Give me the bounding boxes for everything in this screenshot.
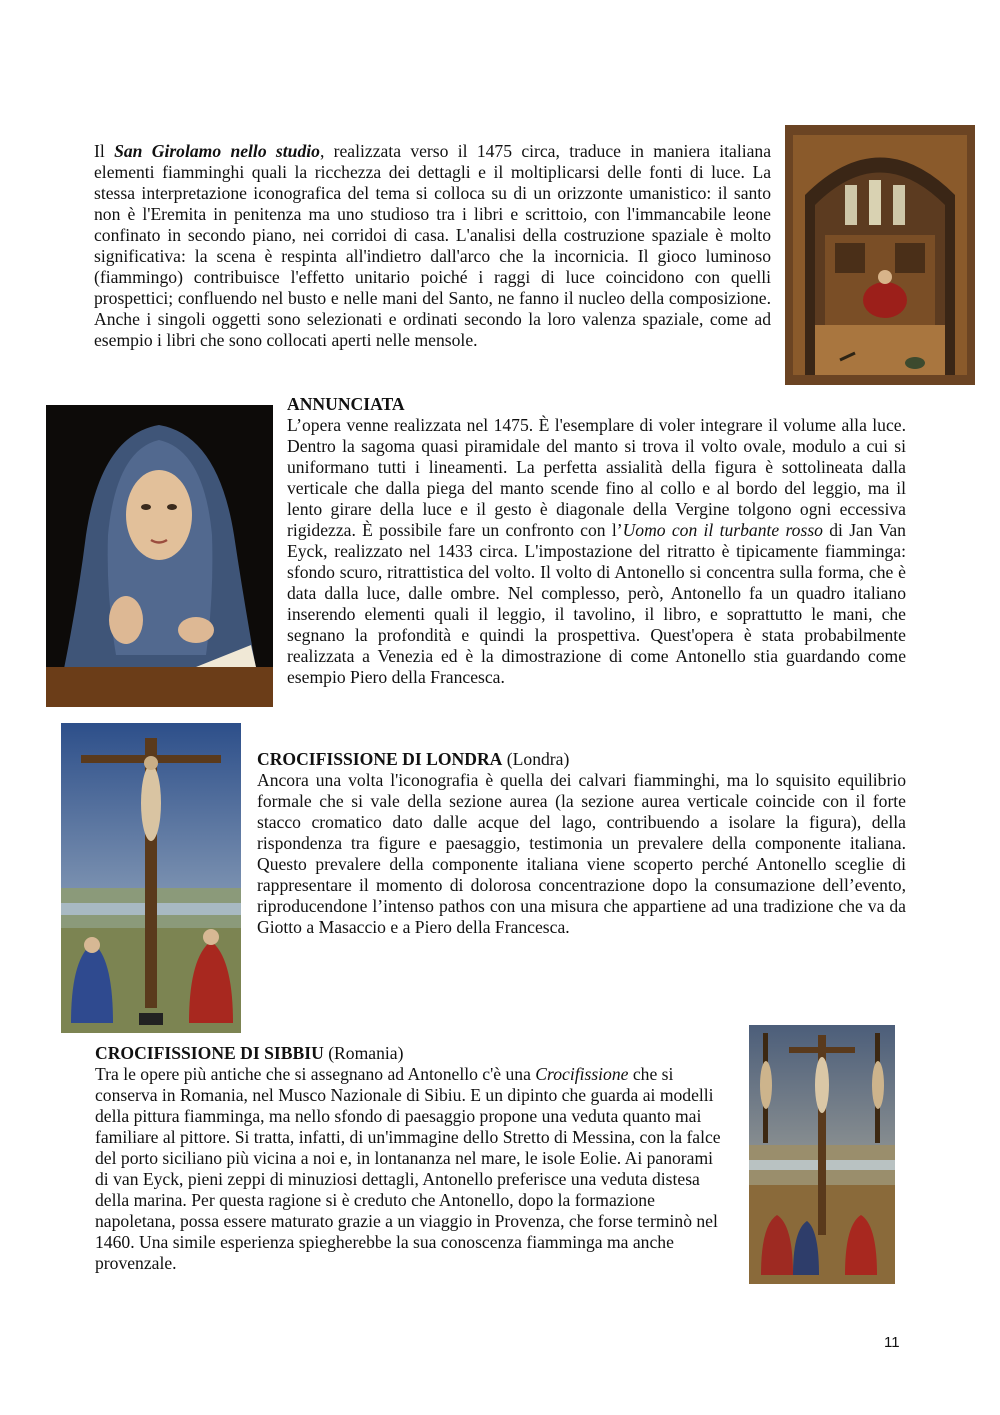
girolamo-paragraph (94, 141, 771, 351)
girolamo-body: , realizzata verso il 1475 circa, traduce in maniera italiana elementi fiamminghi quali la ricchezza dei dettagli e il moltiplicarsi delle fonti di luce. La stessa interpretazione iconografica del tema si colloca su di un orizzonte umanistico: il santo non è l'Eremita in penitenza ma uno studioso tra i libri e scrittoio, con l'immancabile leone confinato in secondo piano, nei corridoi di casa. L'analisi della costruzione spaziale è molto significativa: la scena è respinta all'indietro dall'arco che la incornicia. Il gioco luminoso (fiammingo) contribuisce l'effetto unitario poiché i raggi di luce coincidono con quelli prospettici; confluendo nel busto e nelle mani del Santo, ne fanno il nucleo della composizione. Anche i singoli oggetti sono selezionati e ordinati secondo la loro valenza spaziale, come ad esempio i libri che sono collocati aperti nelle mensole. (94, 141, 772, 350)
londra-subheading: (Londra) (502, 749, 570, 769)
annunciata-body-1: L’opera venne realizzata nel 1475. È l'esemplare di voler integrare il volume alla luce. Dentro la sagoma quasi piramidale del manto si trova il volto ovale, modulo a cui si uniformano tutti i lineamenti. La perfetta assialità della figura è sottolineata dalla verticale che dalla piega del manto scende fino al collo e al bordo del leggio, ma il lento girare della luce e il gesto è diagonale della Vergine tolgono ogni eccessiva rigidezza. È possibile fare un confronto con l’ (287, 415, 906, 540)
girolamo-title: San Girolamo nello studio (114, 141, 320, 161)
sibiu-subheading: (Romania) (323, 1043, 404, 1063)
crocifissione-sibiu-painting (749, 1025, 895, 1284)
annunciata-section (287, 394, 906, 688)
sibiu-section (95, 1043, 731, 1274)
londra-body: Ancora una volta l'iconografia è quella dei calvari fiamminghi, ma lo squisito equilibrio formale che si vale della sezione aurea (la sezione aurea verticale coincide con il forte stacco cromatico dato dalle acque del lago, contribuendo a isolare la figura), della rispondenza tra figure e paesaggio, testimonia un prevalere della componente italiana. Questo prevalere della componente italiana viene scoperto perché Antonello sceglie di rappresentare il momento di dolorosa concentrazione dopo la consumazione dell’evento, riproducendone l’intenso pathos con una misura che appartiene ad una tradizione che va da Giotto a Masaccio e a Piero della Francesca. (257, 770, 906, 937)
annunciata-italic-title: Uomo con il turbante rosso (622, 520, 823, 540)
page-number: 11 (884, 1334, 900, 1351)
londra-section (257, 749, 906, 938)
annunciata-heading: ANNUNCIATA (287, 394, 405, 414)
londra-heading: CROCIFISSIONE DI LONDRA (257, 749, 503, 769)
annunciata-body-2: di Jan Van Eyck, realizzato nel 1433 circa. L'impostazione del ritratto è tipicamente fiamminga: sfondo scuro, ritrattistica del volto. Il volto di Antonello si concentra sulla forma, che è data dalla luce, dalle ombre. Nel complesso, però, Antonello fa un quadro italiano inserendo elementi quali il leggio, il tavolino, il libro, e soprattutto le mani, che segnano la profondità e quindi la prospettiva. Quest'opera è stata probabilmente realizzata a Venezia ed è la dimostrazione di come Antonello stia guardando come esempio Piero della Francesca. (287, 520, 906, 687)
sibiu-italic-title: Crocifissione (535, 1064, 629, 1084)
girolamo-lead: Il (94, 141, 115, 161)
sibiu-body-1: Tra le opere più antiche che si assegnano ad Antonello c'è una (95, 1064, 536, 1084)
crocifissione-londra-painting (61, 723, 241, 1033)
sibiu-heading: CROCIFISSIONE DI SIBBIU (95, 1043, 324, 1063)
annunciata-painting (46, 405, 273, 707)
san-girolamo-painting (785, 125, 975, 385)
sibiu-body-2: che si conserva in Romania, nel Musco Nazionale di Sibiu. E un dipinto che guarda ai modelli della pittura fiamminga, ma nello sfondo di paesaggio propone una veduta quanto mai familiare al pittore. Si tratta, infatti, di un'immagine dello Stretto di Messina, con la falce del porto siciliano più vicina a noi e, in lontananza nel mare, le isole Eolie. Ai panorami di van Eyck, pieni zeppi di minuziosi dettagli, Antonello preferisce una veduta distesa della marina. Per questa ragione si è creduto che Antonello, dopo la formazione napoletana, possa essere maturato grazie a un viaggio in Provenza, che forse terminò nel 1460. Una simile esperienza spiegherebbe la sua conoscenza fiamminga ma anche provenzale. (95, 1064, 721, 1273)
